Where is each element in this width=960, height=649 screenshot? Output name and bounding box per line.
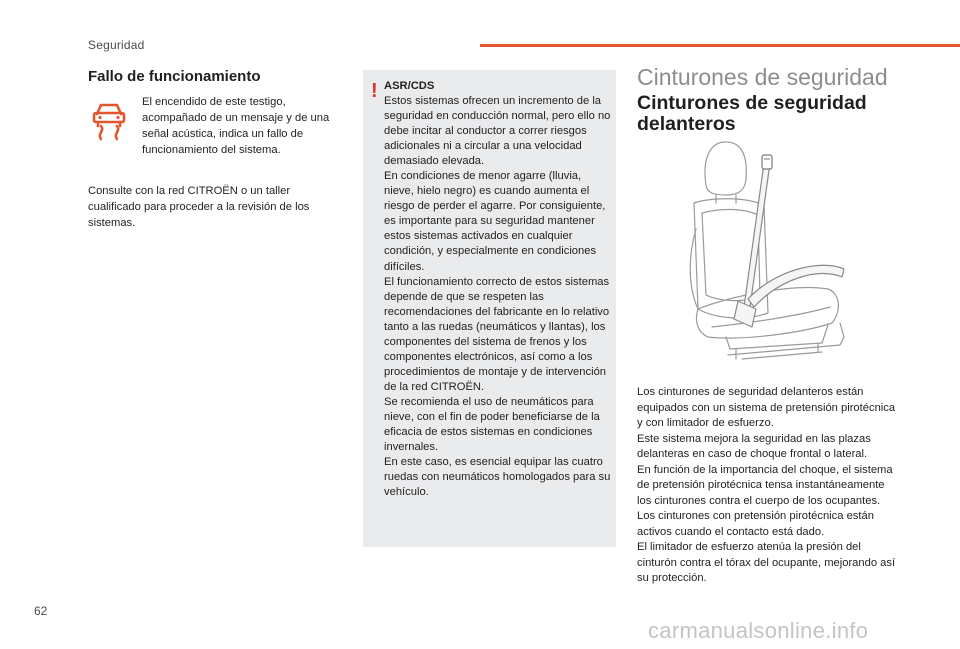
fault-title: Fallo de funcionamiento (88, 68, 261, 85)
section-title: Cinturones de seguridad (637, 64, 888, 90)
header-rule (480, 44, 960, 47)
belts-paragraph: Los cinturones de seguridad delanteros están equipados con un sistema de pretensión pirotécnica y con limitador de esfuerzo. (637, 386, 896, 429)
belts-body (637, 385, 897, 587)
alert-icon: ! (371, 80, 378, 102)
section-subtitle: Cinturones de seguridad delanteros (637, 92, 867, 135)
skid-warning-icon (88, 101, 130, 141)
asr-paragraph: Estos sistemas ofrecen un incremento de la seguridad en conducción normal, pero ello no debe incitar al conductor a correr riesgos adicionales ni a circular a una velocidad demasiado elevada. (384, 95, 611, 168)
asr-paragraph: En este caso, es esencial equipar las cuatro ruedas con neumáticos homologados para su vehículo. (384, 456, 611, 499)
fault-description: El encendido de este testigo, acompañado de un mensaje y de una señal acústica, indica un fallo de funcionamiento del sistema. (142, 96, 330, 156)
belts-paragraph: Los cinturones con pretensión pirotécnica están activos cuando el contacto está dado. (637, 510, 874, 538)
asr-body (384, 94, 614, 500)
asr-paragraph: Se recomienda el uso de neumáticos para nieve, con el fin de poder beneficiarse de la eficacia de estos sistemas en condiciones invernales. (384, 395, 600, 454)
section-label: Seguridad (88, 38, 145, 52)
asr-paragraph: El funcionamiento correcto de estos sistemas depende de que se respeten las recomendaciones del fabricante en lo relativo tanto a las ruedas (neumáticos y llantas), los componentes del sistema de frenos y los componentes electrónicos, así como a los procedimientos de montaje y de intervención de la red CITROËN. (384, 275, 610, 393)
consult-note: Consulte con la red CITROËN o un taller cualificado para proceder a la revisión de los sistemas. (88, 185, 310, 229)
page-number: 62 (34, 604, 48, 618)
belts-paragraph: Este sistema mejora la seguridad en las plazas delanteras en caso de choque frontal o lateral. (637, 432, 871, 460)
seat-belt-illustration (672, 137, 852, 369)
belts-paragraph: En función de la importancia del choque, el sistema de pretensión pirotécnica tensa instantáneamente los cinturones contra el cuerpo de los ocupantes. (637, 463, 893, 507)
watermark: carmanualsonline.info (648, 618, 869, 643)
asr-title: ASR/CDS (384, 80, 435, 92)
belts-paragraph: El limitador de esfuerzo atenúa la presión del cinturón contra el tórax del ocupante, mejorando así su protección. (637, 541, 896, 584)
asr-paragraph: En condiciones de menor agarre (lluvia, nieve, hielo negro) es cuando aumenta el riesgo de perder el agarre. Por consiguiente, es importante para su seguridad mantener estos sistemas activados en cualquier condición, y especialmente en condiciones difíciles. (384, 170, 606, 273)
